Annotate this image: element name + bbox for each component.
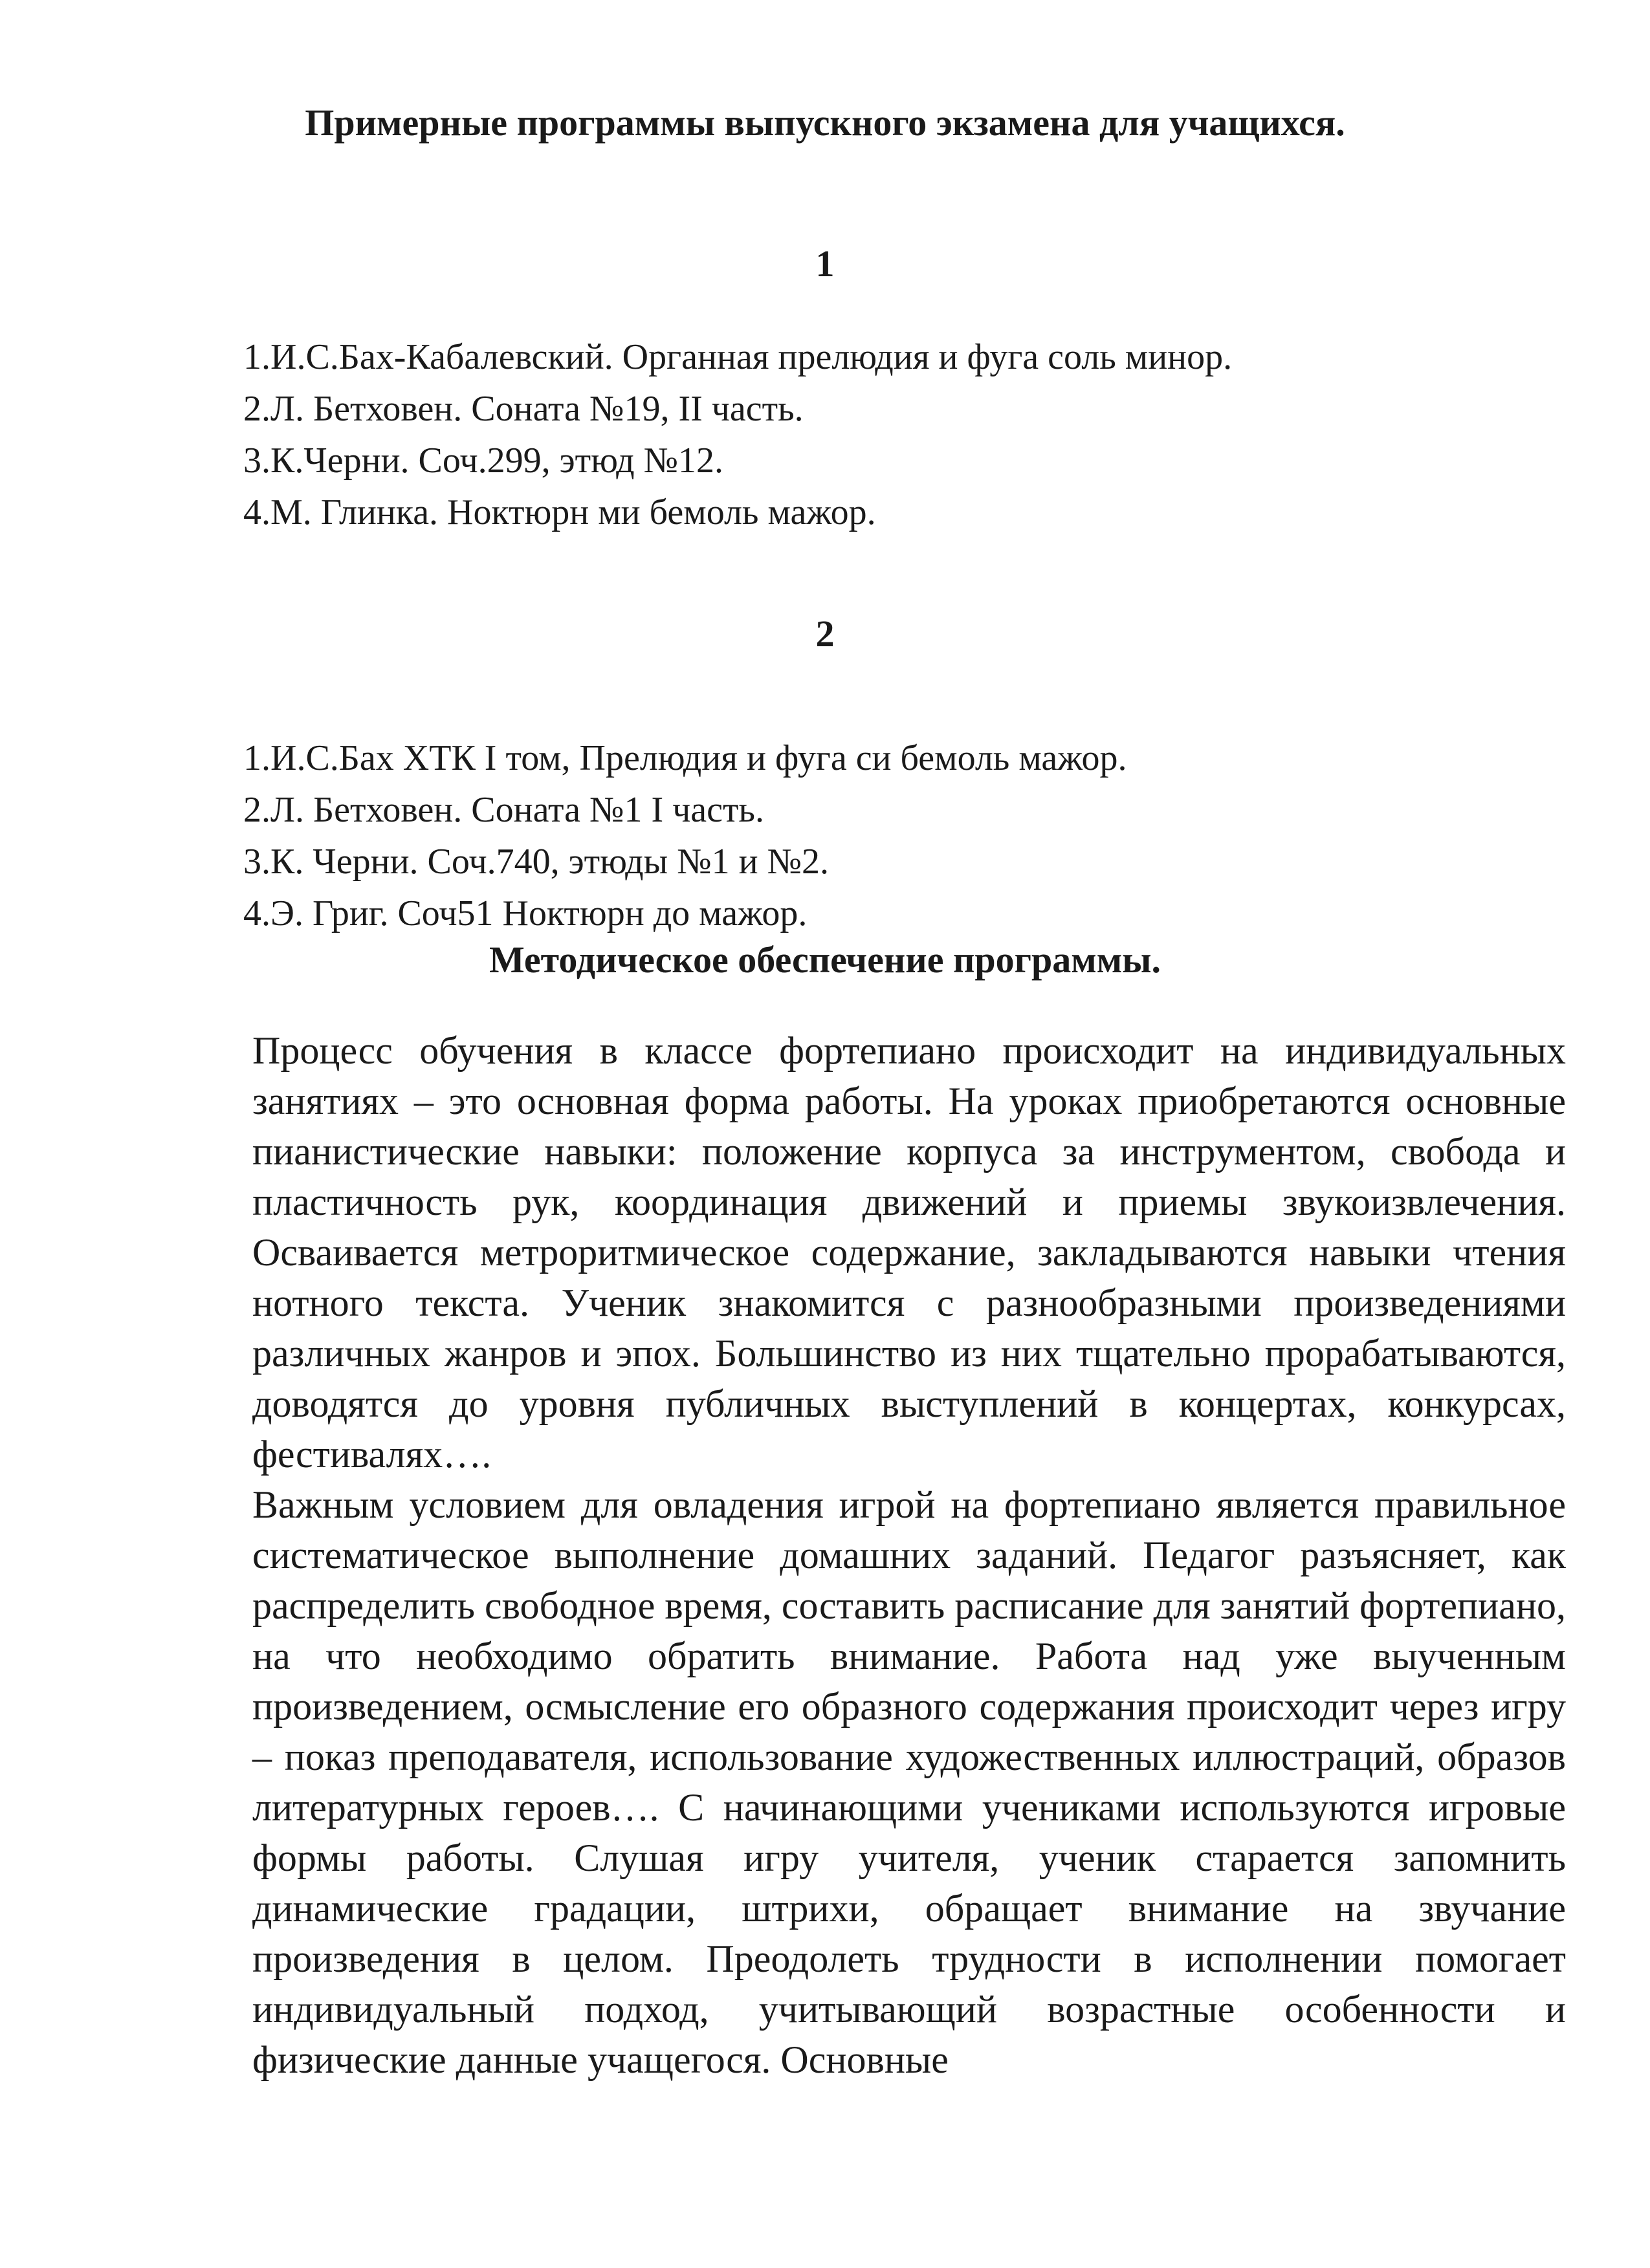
paragraph: Важным условием для овладения игрой на фортепиано является правильное систематическое выполнение домашних заданий. Педагог разъясняет, как распределить свободное время, составить расписание для занятий фортепиано, на что необходимо обратить внимание. Работа над уже выученным произведением, осмысление его образного содержания происходит через игру – показ преподавателя, использование художественных иллюстраций, образов литературных героев…. С начинающими учениками используются игровые формы работы. Слушая игру учителя, ученик старается запомнить динамические градации, штрихи, обращает внимание на звучание произведения в целом. Преодолеть трудности в исполнении помогает индивидуальный подход, учитывающий возрастные особенности и физические данные учащегося. Основные bbox=[252, 1483, 1567, 2081]
list-item: 4.М. Глинка. Ноктюрн ми бемоль мажор. bbox=[243, 492, 876, 532]
list-item: 2.Л. Бетховен. Соната №1 I часть. bbox=[243, 790, 764, 830]
page-title: Примерные программы выпускного экзамена для учащихся. bbox=[305, 102, 1345, 144]
program-number-2: 2 bbox=[815, 613, 835, 655]
paragraph: Процесс обучения в классе фортепиано происходит на индивидуальных занятиях – это основная форма работы. На уроках приобретаются основные пианистические навыки: положение корпуса за инструментом, свобода и пластичность рук, координация движений и приемы звукоизвлечения. Осваивается метроритмическое содержание, закладываются навыки чтения нотного текста. Ученик знакомится с разнообразными произведениями различных жанров и эпох. Большинство из них тщательно прорабатываются, доводятся до уровня публичных выступлений в концертах, конкурсах, фестивалях…. bbox=[252, 1029, 1566, 1476]
program-2-list bbox=[243, 732, 1537, 939]
list-item: 2.Л. Бетховен. Соната №19, II часть. bbox=[243, 389, 804, 429]
section-title: Методическое обеспечение программы. bbox=[489, 939, 1161, 981]
list-item: 1.И.С.Бах-Кабалевский. Органная прелюдия и фуга соль минор. bbox=[243, 337, 1233, 377]
list-item: 3.К. Черни. Соч.740, этюды №1 и №2. bbox=[243, 842, 830, 882]
list-item: 4.Э. Григ. Соч51 Ноктюрн до мажор. bbox=[243, 893, 808, 933]
list-item: 3.К.Черни. Соч.299, этюд №12. bbox=[243, 441, 724, 481]
program-1-list bbox=[243, 331, 1537, 538]
list-item: 1.И.С.Бах ХТК I том, Прелюдия и фуга си бемоль мажор. bbox=[243, 738, 1127, 778]
body-text bbox=[252, 1025, 1566, 2085]
program-number-1: 1 bbox=[815, 243, 835, 285]
